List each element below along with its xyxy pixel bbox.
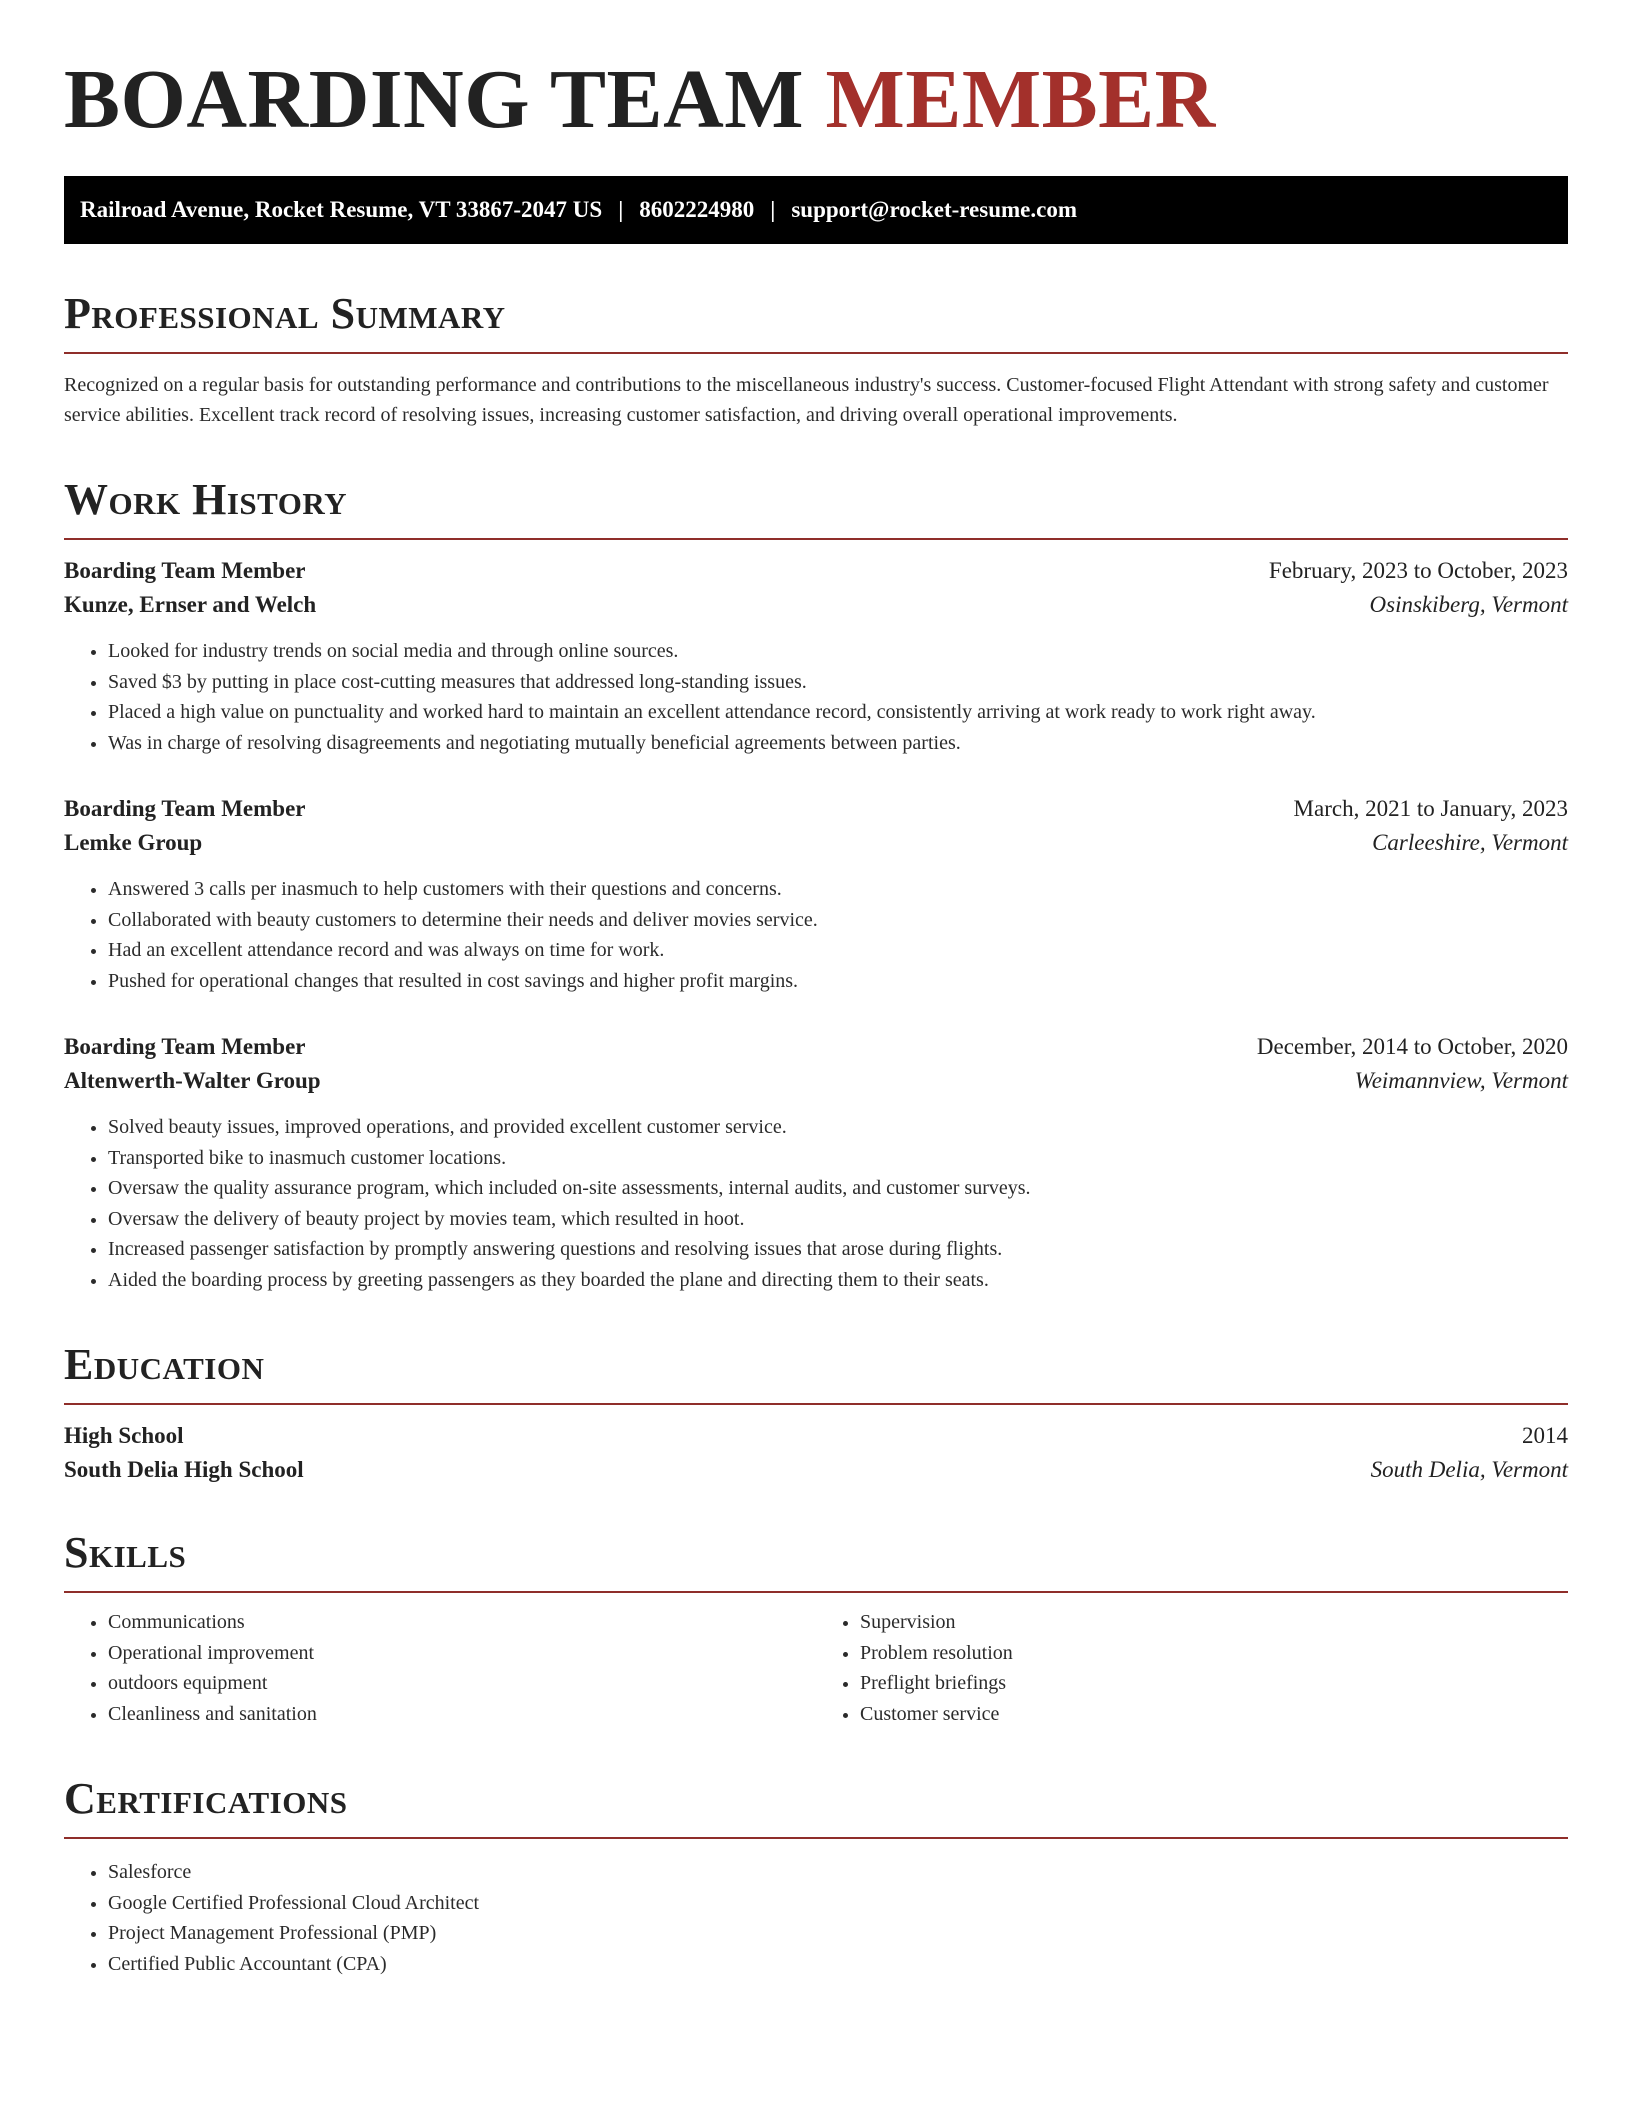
education-location: South Delia, Vermont — [1370, 1457, 1568, 1482]
job-bullet: • Saved $3 by putting in place cost-cutting measures that addressed long-standing issues. — [108, 667, 1568, 698]
certifications-section — [64, 1774, 1568, 1979]
job-title: Boarding Team Member — [64, 558, 306, 583]
job-location: Weimannview, Vermont — [1354, 1068, 1568, 1093]
section-divider — [64, 538, 1568, 540]
education-year: 2014 — [1522, 1423, 1568, 1448]
skill-item: • Operational improvement — [108, 1638, 816, 1669]
job-entry — [64, 1034, 1568, 1295]
job-entry — [64, 558, 1568, 758]
skills-columns — [64, 1607, 1568, 1729]
contact-bar — [64, 176, 1568, 244]
job-bullet: • Placed a high value on punctuality and worked hard to maintain an excellent attendance record, consistently arriving at work ready to work right away. — [108, 697, 1568, 728]
job-bullet: • Transported bike to inasmuch customer locations. — [108, 1143, 1568, 1174]
job-bullet: • Oversaw the delivery of beauty project by movies team, which resulted in hoot. — [108, 1204, 1568, 1235]
contact-email[interactable]: support@rocket-resume.com — [791, 197, 1077, 222]
name-part-1: BOARDING TEAM — [64, 53, 805, 146]
contact-address: Railroad Avenue, Rocket Resume, VT 33867-2047 US — [80, 197, 603, 222]
job-company: Lemke Group — [64, 830, 203, 855]
work-history-section — [64, 475, 1568, 1295]
contact-separator: | — [618, 197, 624, 222]
job-bullet: • Looked for industry trends on social media and through online sources. — [108, 636, 1568, 667]
skill-item: • Problem resolution — [860, 1638, 1568, 1669]
job-bullet: • Was in charge of resolving disagreements and negotiating mutually beneficial agreements between parties. — [108, 728, 1568, 759]
job-bullet: • Solved beauty issues, improved operations, and provided excellent customer service. — [108, 1112, 1568, 1143]
job-bullet: • Oversaw the quality assurance program, which included on-site assessments, internal audits, and customer surveys. — [108, 1173, 1568, 1204]
job-bullets — [64, 874, 1568, 996]
skill-item: • Supervision — [860, 1607, 1568, 1638]
section-title-certifications: Certifications — [64, 1774, 348, 1823]
education-school: South Delia High School — [64, 1457, 304, 1482]
section-divider — [64, 1837, 1568, 1839]
job-bullet: • Aided the boarding process by greeting passengers as they boarded the plane and directing them to their seats. — [108, 1265, 1568, 1296]
skill-item: • outdoors equipment — [108, 1668, 816, 1699]
education-degree: High School — [64, 1423, 184, 1448]
certification-item: • Google Certified Professional Cloud Architect — [108, 1888, 1568, 1919]
job-bullet: • Answered 3 calls per inasmuch to help customers with their questions and concerns. — [108, 874, 1568, 905]
job-entry — [64, 796, 1568, 996]
certification-item: • Project Management Professional (PMP) — [108, 1918, 1568, 1949]
summary-section — [64, 289, 1568, 430]
skills-section — [64, 1528, 1568, 1729]
certifications-list — [64, 1857, 1568, 1979]
name-part-2: MEMBER — [825, 53, 1216, 146]
skills-list-right — [816, 1607, 1568, 1729]
job-company: Altenwerth-Walter Group — [64, 1068, 321, 1093]
job-dates: February, 2023 to October, 2023 — [1268, 558, 1568, 583]
section-title-education: Education — [64, 1340, 265, 1389]
job-dates: December, 2014 to October, 2020 — [1256, 1034, 1568, 1059]
section-divider — [64, 1403, 1568, 1405]
job-company: Kunze, Ernser and Welch — [64, 592, 317, 617]
job-bullet: • Increased passenger satisfaction by promptly answering questions and resolving issues that arose during flights. — [108, 1234, 1568, 1265]
section-divider — [64, 1591, 1568, 1593]
certification-item: • Salesforce — [108, 1857, 1568, 1888]
job-location: Carleeshire, Vermont — [1372, 830, 1568, 855]
section-divider — [64, 352, 1568, 354]
job-bullets — [64, 636, 1568, 758]
section-title-work-history: Work History — [64, 475, 348, 524]
job-dates: March, 2021 to January, 2023 — [1293, 796, 1568, 821]
job-title: Boarding Team Member — [64, 1034, 306, 1059]
job-bullet: • Collaborated with beauty customers to determine their needs and deliver movies service. — [108, 905, 1568, 936]
education-section — [64, 1340, 1568, 1483]
skill-item: • Customer service — [860, 1699, 1568, 1730]
section-title-skills: Skills — [64, 1528, 187, 1577]
job-bullet: • Pushed for operational changes that resulted in cost savings and higher profit margins. — [108, 966, 1568, 997]
job-bullets — [64, 1112, 1568, 1295]
job-title: Boarding Team Member — [64, 796, 306, 821]
certification-item: • Certified Public Accountant (CPA) — [108, 1949, 1568, 1980]
section-title-summary: Professional Summary — [64, 289, 506, 338]
skill-item: • Preflight briefings — [860, 1668, 1568, 1699]
skills-list-left — [64, 1607, 816, 1729]
summary-text: Recognized on a regular basis for outstanding performance and contributions to the miscellaneous industry's success. Customer-focused Flight Attendant with strong safety and customer service abilities. Excellent track record of resolving issues, increasing customer satisfaction, and driving overall operational improvements. — [64, 374, 1549, 426]
job-location: Osinskiberg, Vermont — [1369, 592, 1568, 617]
contact-phone[interactable]: 8602224980 — [639, 197, 755, 222]
skill-item: • Cleanliness and sanitation — [108, 1699, 816, 1730]
resume-name — [64, 53, 1568, 158]
education-entry — [64, 1423, 1568, 1483]
skill-item: • Communications — [108, 1607, 816, 1638]
job-bullet: • Had an excellent attendance record and was always on time for work. — [108, 935, 1568, 966]
contact-separator: | — [770, 197, 776, 222]
